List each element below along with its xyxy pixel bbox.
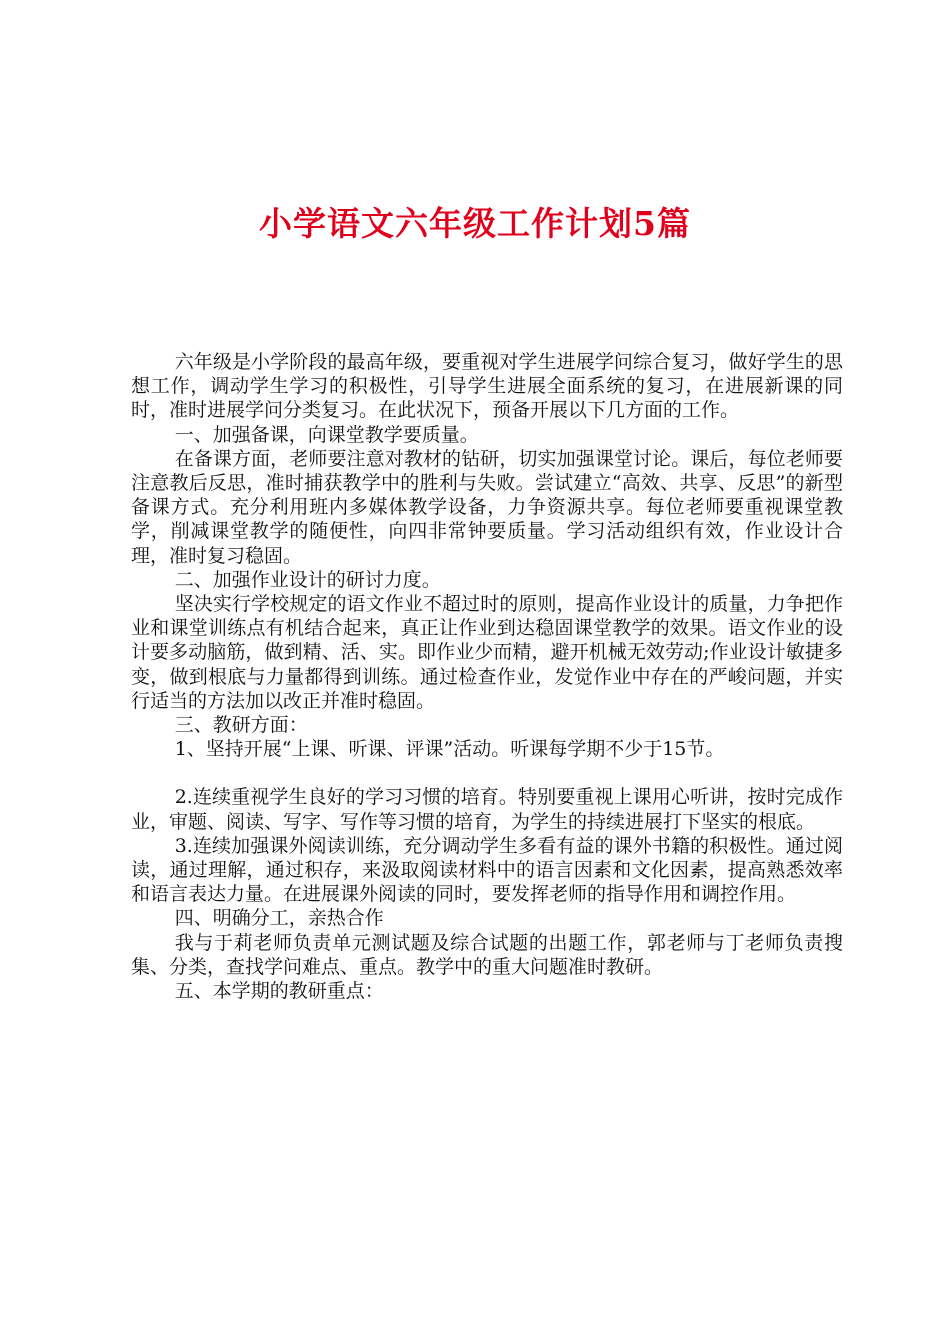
- heading-section-5: 五、本学期的教研重点：: [174, 980, 384, 1003]
- document-title: 小学语文六年级工作计划5篇: [259, 204, 691, 243]
- heading-section-1: 一、加强备课，向课堂教学要质量。: [174, 423, 479, 446]
- paragraph-intro: 六年级是小学阶段的最高年级，要重视对学生进展学问综合复习，做好学生的思想工作，调动学生学习的积极性，引导学生进展全面系统的复习，在进展新课的同时，准时进展学问分类复习。在此状况下，预备开展以下几方面的工作。: [131, 351, 843, 422]
- heading-section-3: 三、教研方面：: [174, 714, 308, 737]
- list-item-2: 2.连续重视学生良好的学习习惯的培育。特别要重视上课用心听讲，按时完成作业，审题、阅读、写字、写作等习惯的培育，为学生的持续进展打下坚实的根底。: [131, 786, 843, 833]
- list-item-1: 1、坚持开展“上课、听课、评课”活动。听课每学期不少于15节。: [174, 738, 725, 761]
- heading-section-2: 二、加强作业设计的研讨力度。: [174, 568, 441, 591]
- heading-section-4: 四、明确分工，亲热合作: [174, 907, 384, 930]
- paragraph-lesson-prep: 在备课方面，老师要注意对教材的钻研，切实加强课堂讨论。课后，每位老师要注意教后反思，准时捕获教学中的胜利与失败。尝试建立“高效、共享、反思”的新型备课方式。充分利用班内多媒体教学设备，力争资源共享。每位老师要重视课堂教学，削减课堂教学的随便性，向四非常钟要质量。学习活动组织有效，作业设计合理，准时复习稳固。: [131, 447, 843, 567]
- document-body: [131, 350, 843, 1003]
- paragraph-division-of-labor: 我与于莉老师负责单元测试题及综合试题的出题工作，郭老师与丁老师负责搜集、分类，查找学问难点、重点。教学中的重大问题准时教研。: [131, 931, 843, 978]
- list-item-3: 3.连续加强课外阅读训练，充分调动学生多看有益的课外书籍的积极性。通过阅读，通过理解，通过积存，来汲取阅读材料中的语言因素和文化因素，提高熟悉效率和语言表达力量。在进展课外阅读的同时，要发挥老师的指导作用和调控作用。: [131, 834, 843, 906]
- paragraph-homework-design: 坚决实行学校规定的语文作业不超过时的原则，提高作业设计的质量，力争把作业和课堂训练点有机结合起来，真正让作业到达稳固课堂教学的效果。语文作业的设计要多动脑筋，做到精、活、实。即作业少而精，避开机械无效劳动;作业设计敏捷多变，做到根底与力量都得到训练。通过检查作业，发觉作业中存在的严峻问题，并实行适当的方法加以改正并准时稳固。: [131, 593, 843, 712]
